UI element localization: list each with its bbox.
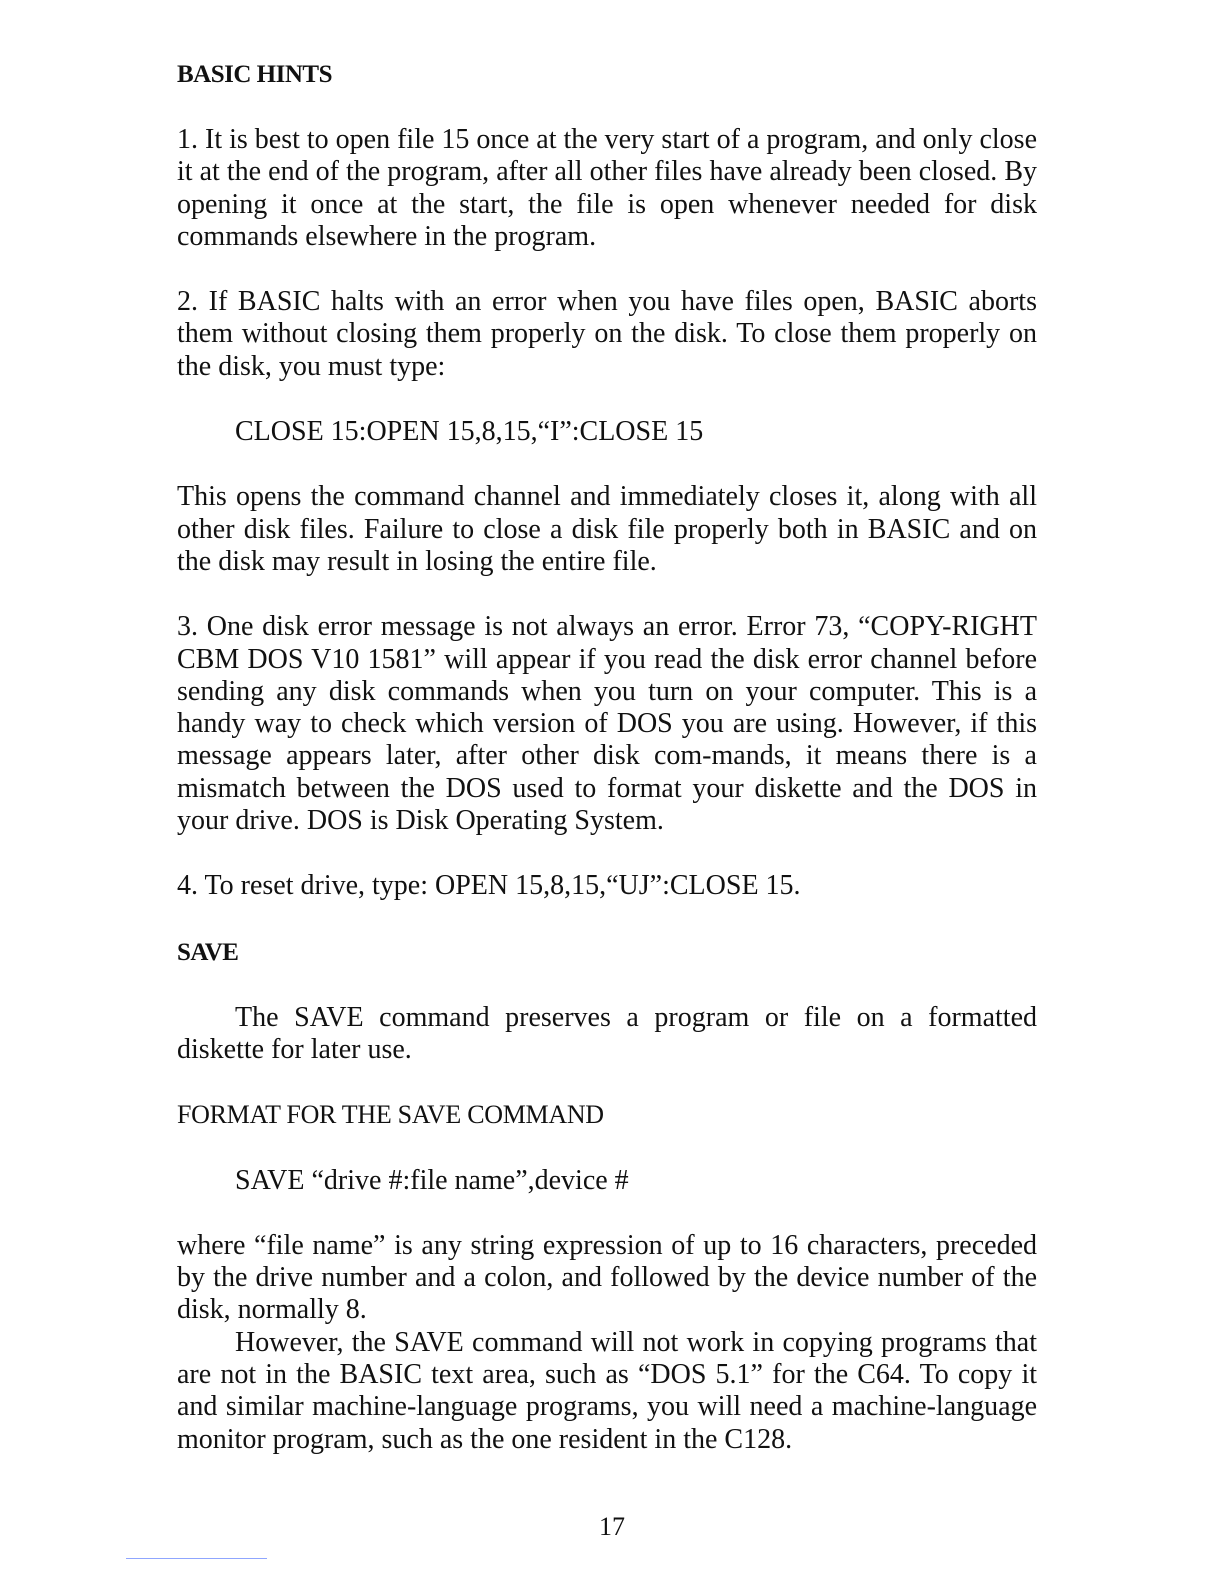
- hint-4-paragraph: 4. To reset drive, type: OPEN 15,8,15,“UJ”:CLOSE 15.: [177, 870, 801, 902]
- format-subheading: FORMAT FOR THE SAVE COMMAND: [177, 1100, 604, 1130]
- hint-3-paragraph: 3. One disk error message is not always an error. Error 73, “COPY-RIGHT CBM DOS V10 1581” will appear if you read the disk error channel before sending any disk commands when you turn on your computer. This is a handy way to check which version of DOS you are using. However, if this message appears later, after other disk com-mands, it means there is a mismatch between the DOS used to format your diskette and the DOS in your drive. DOS is Disk Operating System.: [177, 611, 1037, 837]
- hint-2-paragraph: 2. If BASIC halts with an error when you have files open, BASIC aborts them without closing them properly on the disk. To close them properly on the disk, you must type:: [177, 286, 1037, 382]
- save-intro-paragraph: The SAVE command preserves a program or file on a formatted diskette for later use.: [177, 1001, 1037, 1065]
- footer-divider: [126, 1558, 267, 1559]
- hint-2-command: CLOSE 15:OPEN 15,8,15,“I”:CLOSE 15: [235, 416, 704, 448]
- hint-1-paragraph: 1. It is best to open file 15 once at the very start of a program, and only close it at the end of the program, after all other files have already been closed. By opening it once at the start, the file is open whenever needed for disk commands elsewhere in the program.: [177, 124, 1037, 252]
- save-however-paragraph: However, the SAVE command will not work in copying programs that are not in the BASIC text area, such as “DOS 5.1” for the C64. To copy it and similar machine-language programs, you will need a machine-language monitor program, such as the one resident in the C128.: [177, 1326, 1037, 1455]
- hint-2-followup-paragraph: This opens the command channel and immediately closes it, along with all other disk files. Failure to close a disk file properly both in BASIC and on the disk may result in losing the entire file.: [177, 481, 1037, 577]
- section-heading-save: SAVE: [177, 938, 239, 966]
- save-syntax: SAVE “drive #:file name”,device #: [235, 1164, 629, 1196]
- section-heading-basic-hints: BASIC HINTS: [177, 61, 332, 88]
- save-where-paragraph: where “file name” is any string expression of up to 16 characters, preceded by the drive number and a colon, and followed by the device number of the disk, normally 8.: [177, 1229, 1037, 1326]
- page-number: 17: [599, 1512, 625, 1541]
- manual-page: [177, 58, 1037, 1456]
